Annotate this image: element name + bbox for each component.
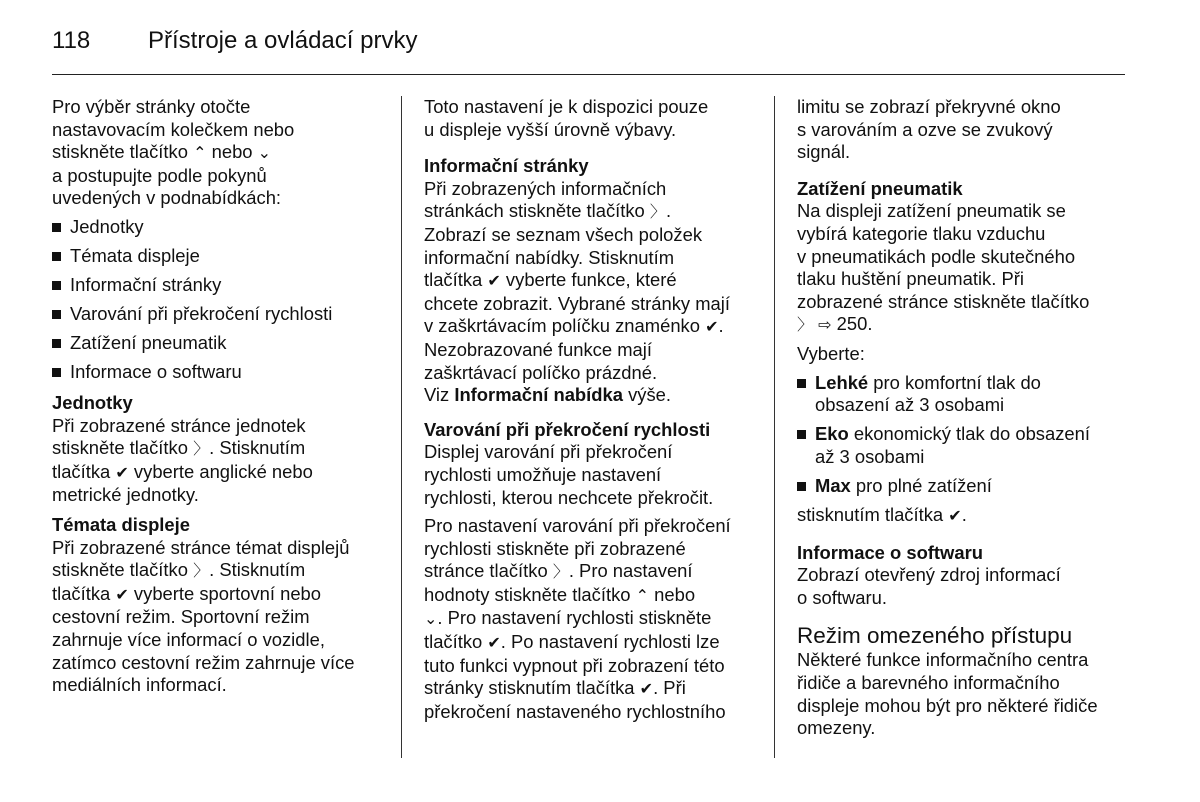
speed-warning-section (424, 419, 764, 724)
page-title: Přístroje a ovládací prvky (148, 27, 418, 54)
check-icon: ✔ (115, 584, 129, 604)
check-icon: ✔ (487, 271, 501, 291)
list-item: Zatížení pneumatik (52, 332, 387, 355)
column-3 (797, 96, 1132, 746)
section-text: Displej varování při překročení rychlosti umožňuje nastavení rychlosti, kterou nechcete překročit. (424, 441, 714, 508)
bullet-icon (52, 368, 61, 377)
list-item: Informace o softwaru (52, 361, 387, 384)
check-icon: ✔ (948, 506, 962, 525)
tyre-load-section (797, 178, 1132, 528)
chevron-right-icon: 〉 (552, 562, 569, 582)
section-text: Některé funkce informačního centra řidiče a barevného informačního displeje mohou být pro některé řidiče omezeny. (797, 649, 1098, 739)
chevron-right-icon: 〉 (193, 561, 210, 581)
bullet-icon (52, 310, 61, 319)
section-heading: Varování při překročení rychlosti (424, 418, 711, 440)
chevron-down-icon: ⌄ (424, 609, 438, 629)
list-item: Témata displeje (52, 245, 387, 268)
page-reference-icon: ⇨ (818, 315, 832, 335)
chevron-down-icon: ⌄ (257, 143, 272, 163)
continued-paragraph: limitu se zobrazí překryvné okno s varováním a ozve se zvukový signál. (797, 96, 1061, 163)
section-heading: Témata displeje (52, 514, 190, 535)
section-text: Na displeji zatížení pneumatik se vybírá kategorie tlaku vzduchu v pneumatikách podle skutečného tlaku huštění pneumatik. Při zobrazené stránce stiskněte tlačítko 〉 ⇨ 250. (797, 200, 1090, 335)
section-text: Při zobrazených informačních stránkách stiskněte tlačítko 〉. Zobrazí se seznam všech položek informační nabídky. Stisknutím tlačítka ✔ vyberte funkce, které chcete zobrazit. Vybrané stránky mají v zaškrtávacím políčku znaménko ✔. Nezobrazované funkce mají zaškrtávací políčko prázdné. Viz Informační nabídka výše. (424, 177, 730, 406)
column-2 (424, 96, 764, 730)
list-item: Lehké pro komfortní tlak do obsazení až 3 osobami (797, 372, 1132, 417)
bullet-icon (797, 430, 806, 439)
bullet-icon (52, 252, 61, 261)
page-header (52, 26, 417, 56)
themes-section (52, 514, 387, 697)
section-heading: Jednotky (52, 392, 133, 414)
section-heading: Zatížení pneumatik (797, 177, 963, 199)
section-heading: Informační stránky (424, 155, 589, 177)
info-pages-section (424, 155, 764, 407)
chevron-up-icon: ⌃ (193, 143, 207, 163)
menu-list (52, 216, 387, 384)
list-item: Jednotky (52, 216, 387, 239)
list-item: Varování při překročení rychlosti (52, 303, 387, 326)
bullet-icon (797, 379, 806, 388)
section-text: Zobrazí otevřený zdroj informací o softwaru. (797, 564, 1061, 608)
section-heading: Informace o softwaru (797, 541, 983, 563)
list-item: Max pro plné zatížení (797, 475, 1132, 498)
section-text: Při zobrazené stránce jednotek stiskněte tlačítko 〉. Stisknutím tlačítka ✔ vyberte anglické nebo metrické jednotky. (52, 414, 313, 506)
check-icon: ✔ (639, 679, 654, 699)
section-text: Pro nastavení varování při překročení rychlosti stiskněte při zobrazené stránce tlačítko 〉. Pro nastavení hodnoty stiskněte tlačítko ⌃ nebo ⌄. Pro nastavení rychlosti stiskněte tlačítko ✔. Po nastavení rychlosti lze tuto funkci vypnout při zobrazení této stránky stisknutím tlačítka ✔. Při překročení nastaveného rychlostního (424, 515, 731, 722)
chevron-right-icon: 〉 (649, 202, 666, 222)
list-item: Informační stránky (52, 274, 387, 297)
chevron-right-icon: 〉 (193, 439, 210, 459)
chevron-up-icon: ⌃ (635, 585, 650, 605)
page-number: 118 (52, 27, 91, 54)
restricted-mode-section (797, 623, 1132, 739)
options-list (797, 372, 1132, 498)
list-item: Eko ekonomický tlak do obsazení až 3 osobami (797, 423, 1132, 468)
chevron-right-icon: 〉 (797, 315, 814, 335)
bullet-icon (52, 223, 61, 232)
units-section (52, 392, 387, 507)
intro-paragraph: Pro výběr stránky otočte nastavovacím kolečkem nebo stiskněte tlačítko ⌃ nebo ⌄ a postupujte podle pokynů uvedených v podnabídkách: (52, 96, 295, 209)
intro-paragraph: Toto nastavení je k dispozici pouze u displeje vyšší úrovně výbavy. (424, 96, 709, 140)
bullet-icon (52, 339, 61, 348)
column-divider (774, 96, 775, 758)
column-1 (52, 96, 387, 704)
confirm-text: stisknutím tlačítka ✔. (797, 504, 967, 525)
check-icon: ✔ (705, 317, 719, 337)
bullet-icon (797, 482, 806, 491)
section-text: Při zobrazené stránce témat displejů stiskněte tlačítko 〉. Stisknutím tlačítka ✔ vyberte sportovní nebo cestovní režim. Sportovní režim zahrnuje více informací o vozidle, zatímco cestovní režim zahrnuje více mediálních informací. (52, 536, 355, 696)
software-section (797, 542, 1132, 610)
column-divider (401, 96, 402, 758)
bullet-icon (52, 281, 61, 290)
choose-label: Vyberte: (797, 342, 865, 364)
check-icon: ✔ (115, 462, 129, 482)
header-rule (52, 74, 1125, 75)
section-heading-large: Režim omezeného přístupu (797, 623, 1073, 649)
check-icon: ✔ (487, 633, 501, 653)
